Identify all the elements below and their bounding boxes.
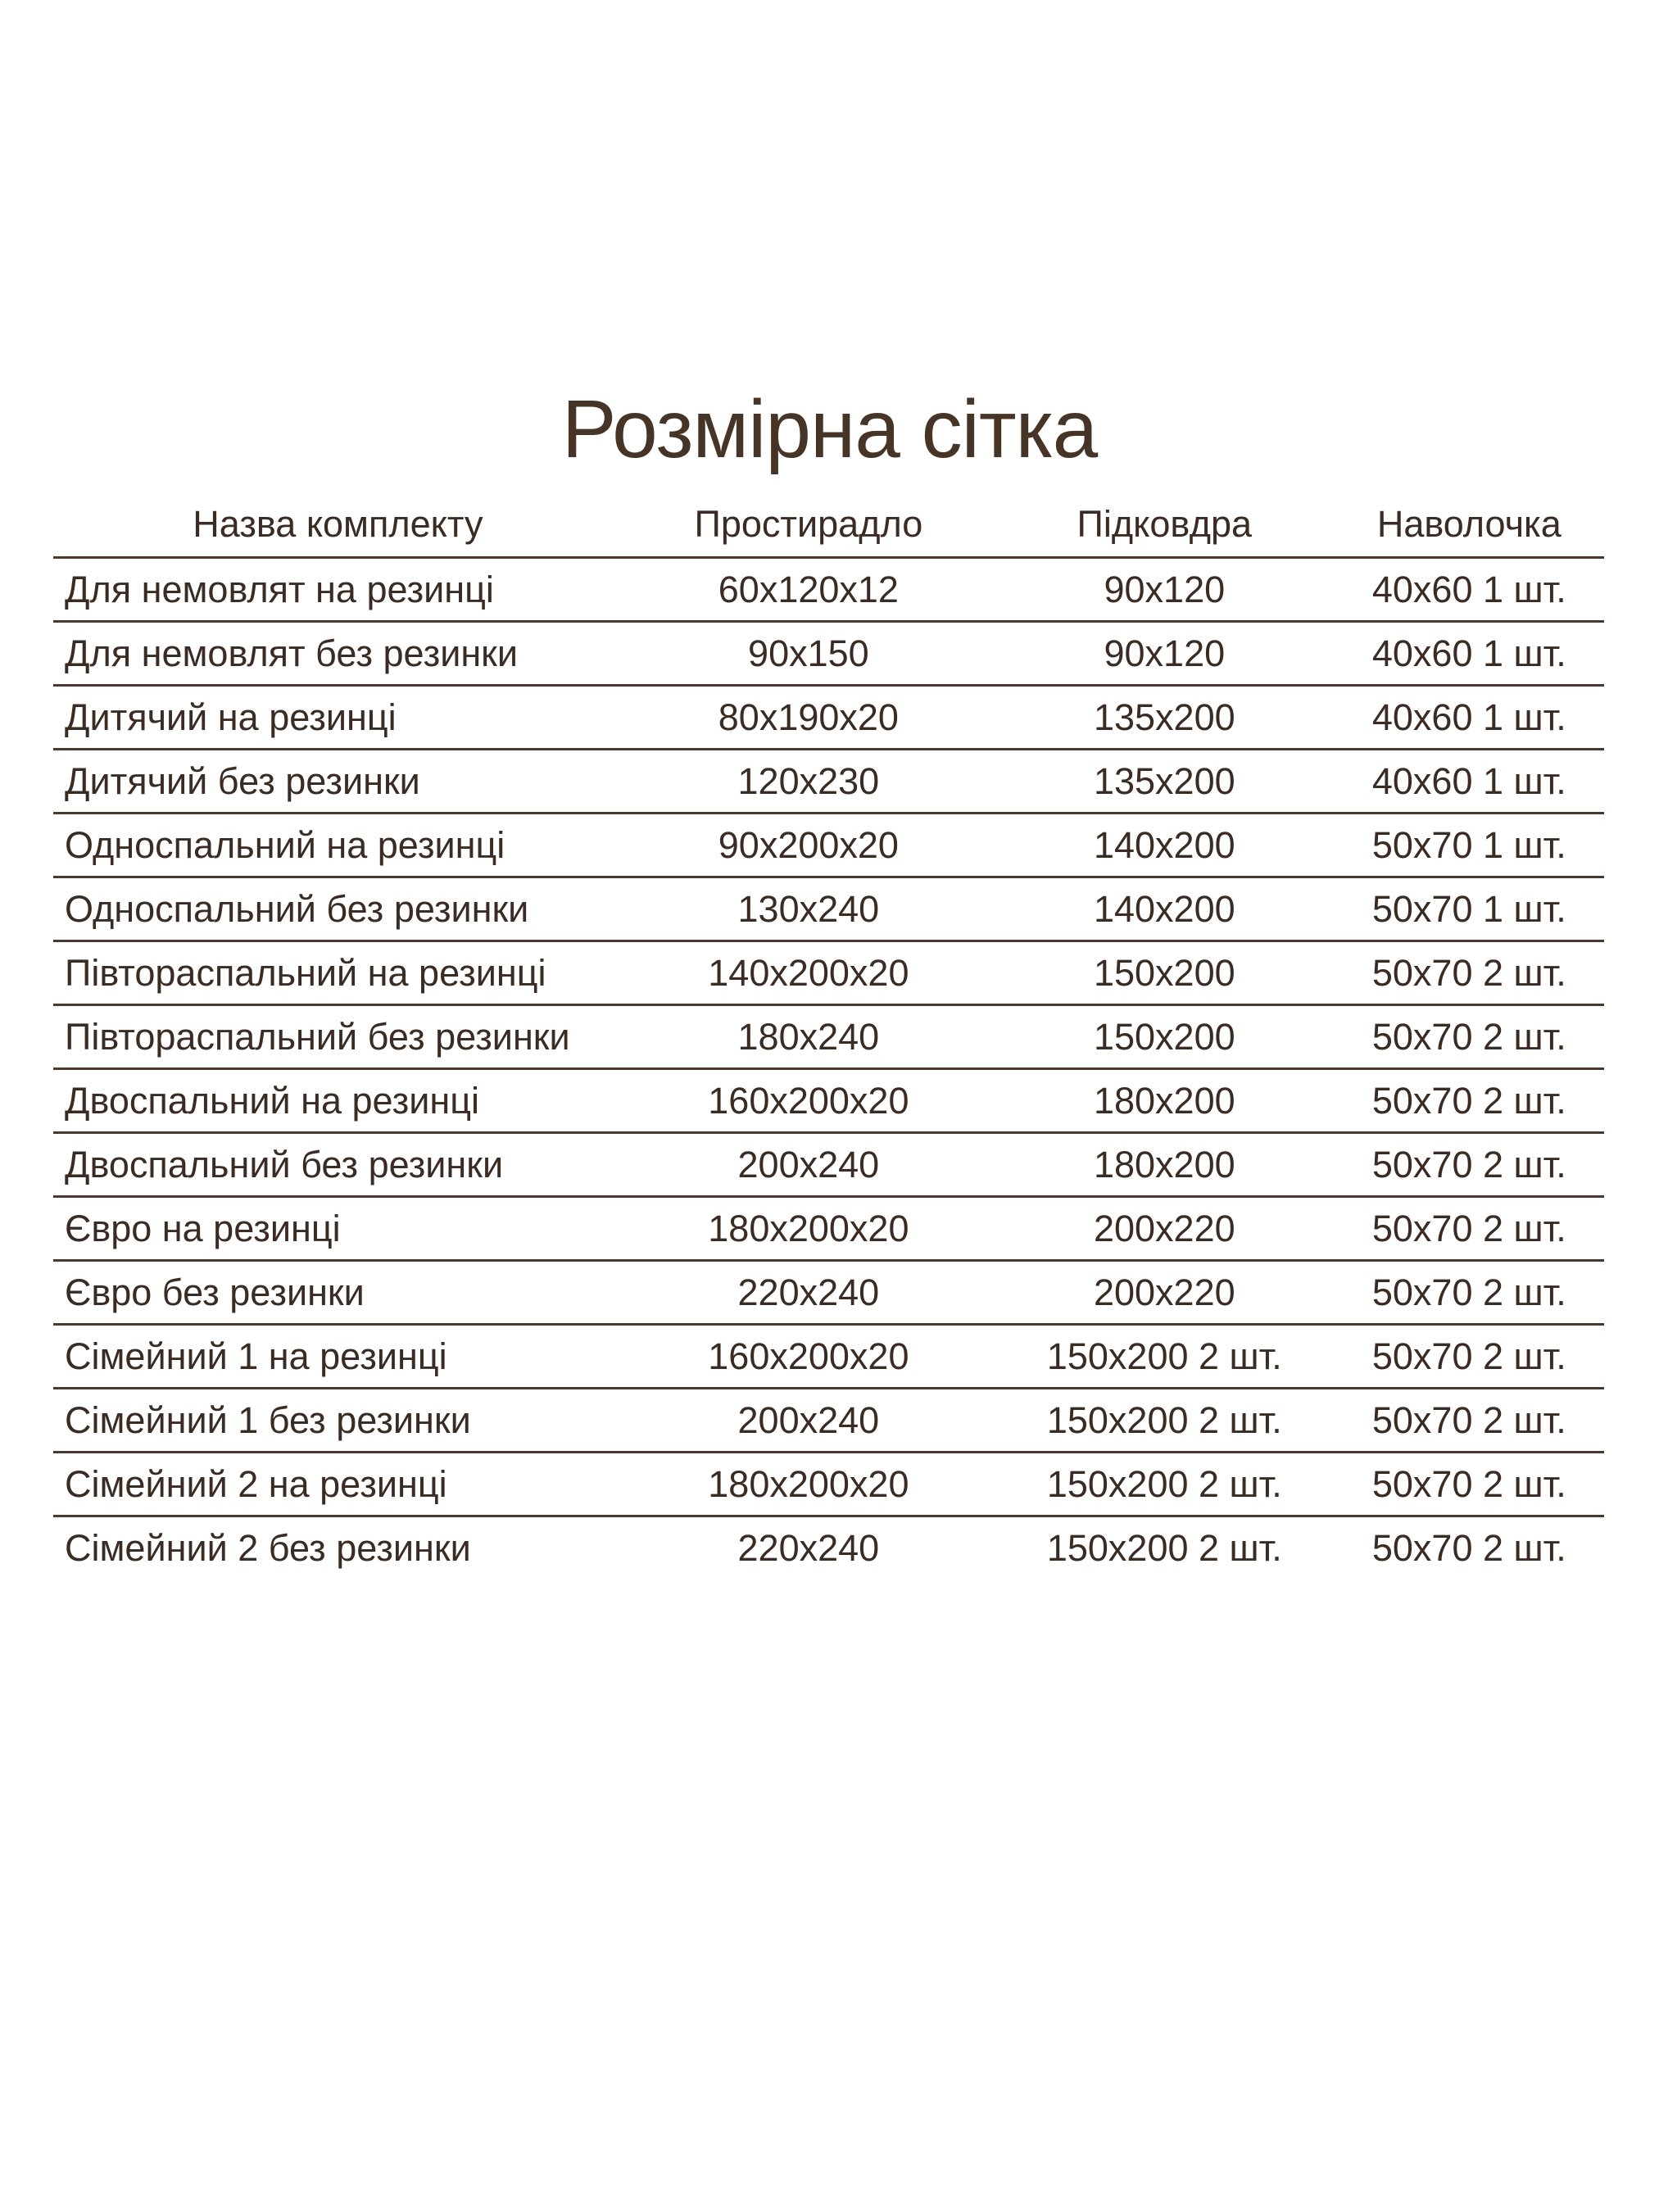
set-name-cell: Сімейний 2 на резинці (65, 1462, 447, 1505)
sheet-size-cell: 130х240 (737, 887, 880, 930)
duvet-size-cell: 135х200 (1093, 696, 1235, 738)
pillowcase-cell: 50х70 2 шт. (1371, 1143, 1566, 1185)
duvet-size-cell: 200х220 (1093, 1271, 1235, 1313)
table-row (53, 941, 1604, 1005)
sheet-size-cell: 200х240 (737, 1143, 880, 1185)
set-name-cell: Дитячий на резинці (65, 696, 397, 738)
duvet-size-cell: 140х200 (1093, 887, 1235, 930)
pillowcase-cell: 40х60 1 шт. (1371, 632, 1566, 674)
sheet-size-cell: 160х200х20 (708, 1335, 909, 1377)
set-name-cell: Двоспальний на резинці (65, 1079, 479, 1122)
set-name-cell: Півтораспальний на резинці (65, 951, 546, 994)
col-header-set-name: Назва комплекту (193, 502, 483, 545)
table-row (53, 1389, 1604, 1453)
sheet-size-cell: 160х200х20 (708, 1079, 909, 1122)
set-name-cell: Дитячий без резинки (65, 759, 420, 802)
col-header-sheet: Простирадло (694, 502, 923, 545)
duvet-size-cell: 150х200 2 шт. (1046, 1526, 1282, 1569)
pillowcase-cell: 40х60 1 шт. (1371, 696, 1566, 738)
sheet-size-cell: 90х200х20 (718, 823, 899, 866)
duvet-size-cell: 140х200 (1093, 823, 1235, 866)
pillowcase-cell: 50х70 2 шт. (1371, 1335, 1566, 1377)
duvet-size-cell: 200х220 (1093, 1207, 1235, 1249)
pillowcase-cell: 50х70 2 шт. (1371, 1526, 1566, 1569)
header-row (53, 492, 1604, 558)
pillowcase-cell: 40х60 1 шт. (1371, 568, 1566, 610)
col-header-pillowcase: Наволочка (1376, 502, 1562, 545)
sheet-size-cell: 60х120х12 (718, 568, 899, 610)
pillowcase-cell: 50х70 2 шт. (1371, 1462, 1566, 1505)
col-header-duvet: Підковдра (1077, 502, 1253, 545)
pillowcase-cell: 50х70 2 шт. (1371, 1015, 1566, 1058)
table-header (53, 492, 1604, 558)
duvet-size-cell: 90х120 (1104, 632, 1226, 674)
table-row (53, 622, 1604, 686)
duvet-size-cell: 150х200 2 шт. (1046, 1398, 1282, 1441)
table-row (53, 1197, 1604, 1261)
table-body (53, 558, 1604, 1580)
page-title: Розмірна сітка (561, 383, 1098, 475)
pillowcase-cell: 50х70 1 шт. (1371, 887, 1566, 930)
sheet-size-cell: 180х200х20 (708, 1462, 909, 1505)
table-row (53, 1133, 1604, 1197)
duvet-size-cell: 150х200 (1093, 951, 1235, 994)
table-row (53, 1453, 1604, 1516)
duvet-size-cell: 150х200 2 шт. (1046, 1335, 1282, 1377)
pillowcase-cell: 50х70 2 шт. (1371, 1207, 1566, 1249)
duvet-size-cell: 180х200 (1093, 1079, 1235, 1122)
pillowcase-cell: 50х70 2 шт. (1371, 951, 1566, 994)
table-row (53, 686, 1604, 750)
set-name-cell: Сімейний 2 без резинки (65, 1526, 471, 1569)
set-name-cell: Для немовлят на резинці (65, 568, 494, 610)
set-name-cell: Для немовлят без резинки (65, 632, 519, 674)
sheet-size-cell: 200х240 (737, 1398, 880, 1441)
size-table (53, 492, 1604, 1579)
table-row (53, 1069, 1604, 1133)
table-row (53, 1516, 1604, 1580)
sheet-size-cell: 120х230 (737, 759, 880, 802)
table-row (53, 1261, 1604, 1325)
table-row (53, 558, 1604, 622)
sheet-size-cell: 90х150 (748, 632, 869, 674)
set-name-cell: Односпальний без резинки (65, 887, 529, 930)
sheet-size-cell: 220х240 (737, 1271, 880, 1313)
duvet-size-cell: 90х120 (1104, 568, 1226, 610)
sheet-size-cell: 140х200х20 (708, 951, 909, 994)
table-row (53, 814, 1604, 877)
pillowcase-cell: 50х70 2 шт. (1371, 1079, 1566, 1122)
sheet-size-cell: 80х190х20 (718, 696, 899, 738)
sheet-size-cell: 220х240 (737, 1526, 880, 1569)
pillowcase-cell: 50х70 2 шт. (1371, 1271, 1566, 1313)
sheet-size-cell: 180х240 (737, 1015, 880, 1058)
duvet-size-cell: 180х200 (1093, 1143, 1235, 1185)
sheet-size-cell: 180х200х20 (708, 1207, 909, 1249)
set-name-cell: Євро на резинці (65, 1207, 341, 1249)
pillowcase-cell: 40х60 1 шт. (1371, 759, 1566, 802)
duvet-size-cell: 150х200 2 шт. (1046, 1462, 1282, 1505)
table-row (53, 1005, 1604, 1069)
set-name-cell: Сімейний 1 на резинці (65, 1335, 447, 1377)
duvet-size-cell: 150х200 (1093, 1015, 1235, 1058)
table-row (53, 877, 1604, 941)
set-name-cell: Сімейний 1 без резинки (65, 1398, 471, 1441)
pillowcase-cell: 50х70 2 шт. (1371, 1398, 1566, 1441)
set-name-cell: Односпальний на резинці (65, 823, 505, 866)
set-name-cell: Двоспальний без резинки (65, 1143, 504, 1185)
set-name-cell: Євро без резинки (65, 1271, 365, 1313)
set-name-cell: Півтораспальний без резинки (65, 1015, 570, 1058)
duvet-size-cell: 135х200 (1093, 759, 1235, 802)
table-row (53, 1325, 1604, 1389)
pillowcase-cell: 50х70 1 шт. (1371, 823, 1566, 866)
table-row (53, 750, 1604, 814)
